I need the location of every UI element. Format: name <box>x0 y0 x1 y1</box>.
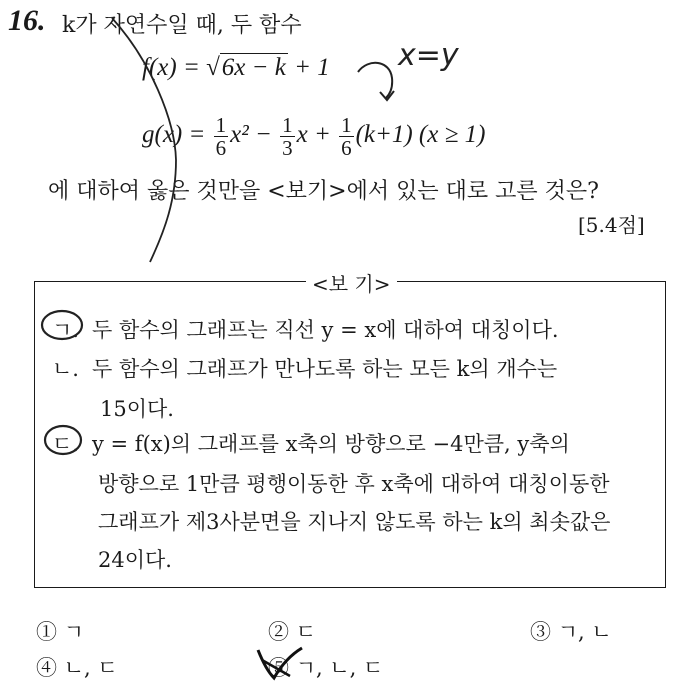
choice-5-num: ⑤ <box>268 656 289 680</box>
choice-3-text: ㄱ, ㄴ <box>557 620 612 644</box>
question-ending: 에 대하여 옳은 것만을 <보기>에서 있는 대로 고른 것은? <box>48 179 599 204</box>
fraction-3-num: 1 <box>341 113 352 137</box>
formula-g-term3: (k+1) (x ≥ 1) <box>355 121 486 149</box>
bogi-item-a-line1: 두 함수의 그래프는 직선 y = x에 대하여 대칭이다. <box>92 318 559 342</box>
fraction-2-num: 1 <box>282 113 293 137</box>
choice-4-text: ㄴ, ㄷ <box>63 656 118 680</box>
curl-arrow-icon <box>358 63 392 98</box>
formula-f-radicand: 6x − k <box>221 54 286 81</box>
choice-5-text: ㄱ, ㄴ, ㄷ <box>295 656 384 680</box>
formula-g-term2: x + <box>296 121 338 149</box>
handwritten-note: x=y <box>398 38 459 73</box>
bogi-item-c-line3: 그래프가 제3사분면을 지나지 않도록 하는 k의 최솟값은 <box>98 510 611 534</box>
pen-stroke-curve <box>112 18 176 262</box>
bogi-item-c-line2: 방향으로 1만큼 평행이동한 후 x축에 대하여 대칭이동한 <box>98 472 610 496</box>
bogi-item-b-line1: 두 함수의 그래프가 만나도록 하는 모든 k의 개수는 <box>92 357 558 381</box>
fraction-1-num: 1 <box>215 113 227 137</box>
formula-f-tail: + 1 <box>287 54 330 81</box>
bogi-item-label-c: ㄷ. <box>52 432 79 456</box>
circle-mark-a-icon <box>42 311 82 339</box>
bogi-item-label-b: ㄴ. <box>52 357 79 381</box>
choice-4-num: ④ <box>36 656 57 680</box>
fraction-3-den: 6 <box>341 136 352 160</box>
choice-2-num: ② <box>268 620 289 644</box>
choice-1-num: ① <box>36 620 57 644</box>
bogi-item-c-line4: 24이다. <box>98 548 172 572</box>
points-label: [5.4점] <box>578 213 645 237</box>
question-number: 16. <box>8 4 46 37</box>
circle-mark-c-icon <box>45 426 81 454</box>
choice-3-num: ③ <box>530 620 551 644</box>
fraction-1-den: 6 <box>215 136 227 160</box>
bogi-item-b-line2: 15이다. <box>100 397 174 421</box>
bogi-title: <보 기> <box>306 268 397 297</box>
choice-2-text: ㄷ <box>295 620 316 644</box>
check-mark-icon <box>258 648 302 678</box>
sqrt-sign-icon: √ <box>206 54 220 81</box>
fraction-2-den: 3 <box>282 136 293 160</box>
bogi-item-label-a: ㄱ. <box>52 318 79 342</box>
formula-f-lhs: f(x) = <box>142 54 207 81</box>
formula-g-term1: x² − <box>230 121 279 149</box>
question-stem: k가 자연수일 때, 두 함수 <box>62 13 302 38</box>
choice-1-text: ㄱ <box>63 620 84 644</box>
bogi-item-c-line1: y = f(x)의 그래프를 x축의 방향으로 −4만큼, y축의 <box>92 432 570 456</box>
formula-g-lhs: g(x) = <box>142 121 212 149</box>
